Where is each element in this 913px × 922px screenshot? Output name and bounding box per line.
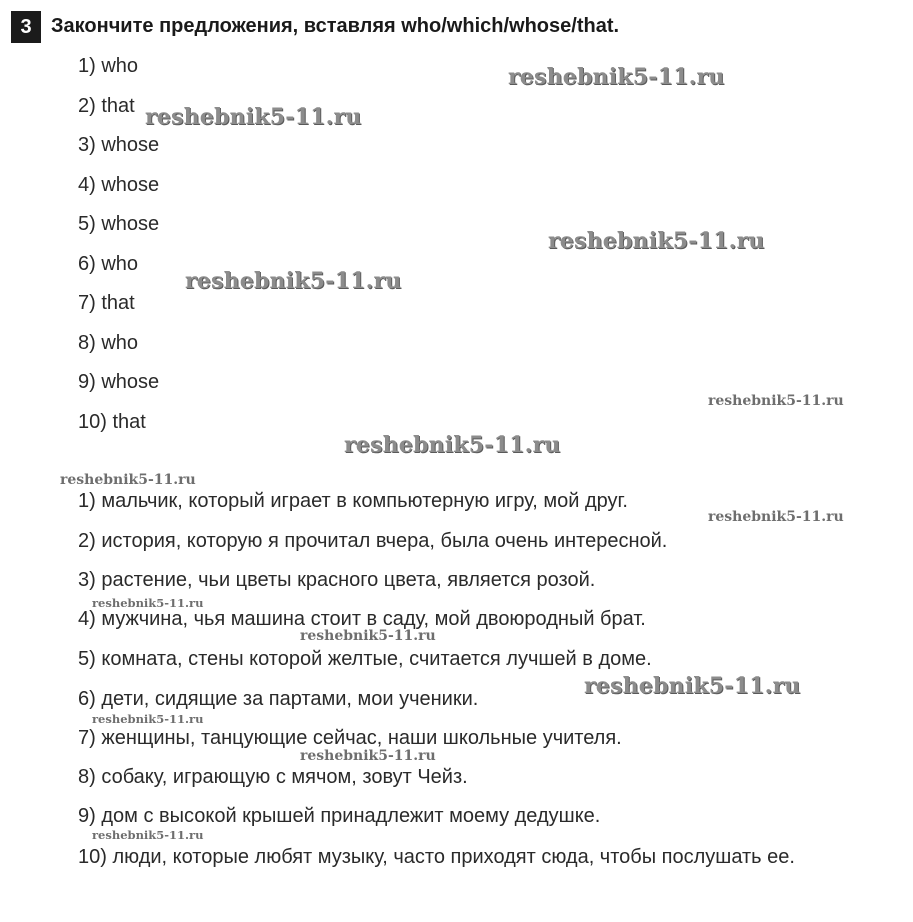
watermark: reshebnik5-11.ru bbox=[548, 228, 765, 254]
answer-item: 6) who bbox=[78, 253, 139, 275]
translation-item: 5) комната, стены которой желтые, считается лучшей в доме. bbox=[78, 648, 652, 670]
translation-item: 2) история, которую я прочитал вчера, была очень интересной. bbox=[78, 530, 668, 552]
watermark: reshebnik5-11.ru bbox=[60, 472, 196, 488]
watermark: reshebnik5-11.ru bbox=[584, 673, 801, 699]
translation-item: 9) дом с высокой крышей принадлежит моему дедушке. bbox=[78, 805, 601, 827]
answer-item: 2) that bbox=[78, 95, 135, 117]
answer-item: 7) that bbox=[78, 292, 135, 314]
answer-item: 10) that bbox=[78, 411, 146, 433]
watermark: reshebnik5-11.ru bbox=[92, 712, 204, 726]
translation-item: 1) мальчик, который играет в компьютерную игру, мой друг. bbox=[78, 490, 628, 512]
answer-item: 8) who bbox=[78, 332, 139, 354]
answer-item: 3) whose bbox=[78, 134, 160, 156]
translation-item: 7) женщины, танцующие сейчас, наши школьные учителя. bbox=[78, 727, 622, 749]
translation-item: 3) растение, чьи цветы красного цвета, является розой. bbox=[78, 569, 596, 591]
translation-item: 10) люди, которые любят музыку, часто приходят сюда, чтобы послушать ее. bbox=[78, 846, 795, 868]
watermark: reshebnik5-11.ru bbox=[344, 432, 561, 458]
watermark: reshebnik5-11.ru bbox=[708, 509, 844, 525]
answer-item: 1) who bbox=[78, 55, 139, 77]
watermark: reshebnik5-11.ru bbox=[185, 268, 402, 294]
answer-item: 5) whose bbox=[78, 213, 160, 235]
exercise-number-badge: 3 bbox=[11, 11, 41, 43]
translation-item: 4) мужчина, чья машина стоит в саду, мой двоюродный брат. bbox=[78, 608, 646, 630]
watermark: reshebnik5-11.ru bbox=[508, 64, 725, 90]
watermark: reshebnik5-11.ru bbox=[708, 393, 844, 409]
watermark: reshebnik5-11.ru bbox=[300, 628, 436, 644]
watermark: reshebnik5-11.ru bbox=[300, 748, 436, 764]
answer-item: 4) whose bbox=[78, 174, 160, 196]
exercise-instruction: Закончите предложения, вставляя who/which/whose/that. bbox=[51, 15, 620, 37]
watermark: reshebnik5-11.ru bbox=[92, 596, 204, 610]
translation-item: 8) собаку, играющую с мячом, зовут Чейз. bbox=[78, 766, 468, 788]
translation-item: 6) дети, сидящие за партами, мои ученики. bbox=[78, 688, 479, 710]
watermark: reshebnik5-11.ru bbox=[145, 104, 362, 130]
watermark: reshebnik5-11.ru bbox=[92, 828, 204, 842]
answer-item: 9) whose bbox=[78, 371, 160, 393]
